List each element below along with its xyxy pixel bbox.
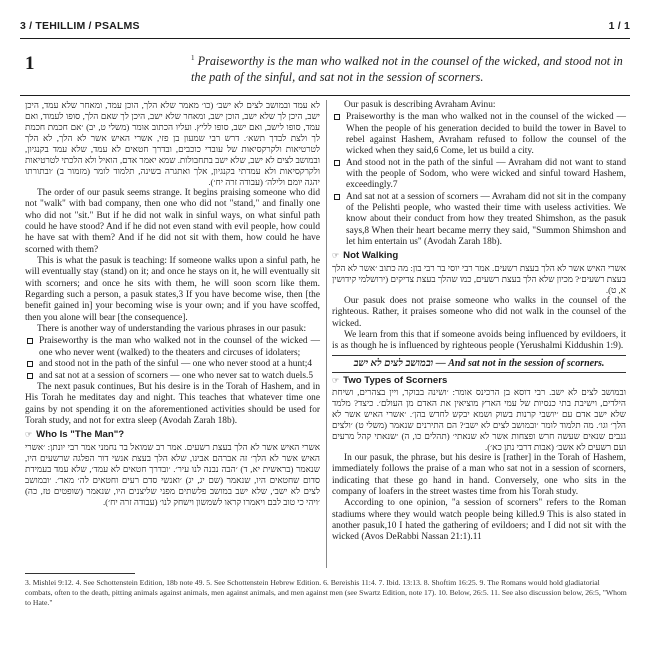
commentary-paragraph: According to one opinion, "a session of scorners" refers to the Roman stadiums where they would watch people being killed.9 This is also stated in another pasuk,10 I hated the gathering of evildoers; and I did not sit with the wicked (Avos DeRabbi Nassan 21:1).11 <box>332 498 626 543</box>
section-heading-text: Not Walking <box>343 250 399 262</box>
section-heading <box>332 250 626 261</box>
interpretation-list <box>332 112 626 248</box>
running-header <box>20 20 630 36</box>
footnotes: 3. Mishlei 9:12. 4. See Schottenstein Edition, 18b note 49. 5. See Schottenstein Hebrew Edition. 6. Bereishis 11:4. 7. Ibid. 13:13. 8. Shoftim 16:25. 9. The Romans would hold gladiatorial combats, often to the death, pitting animals against animals, men against animals, and men against men (see Swartz Edition, note 17). 10. Below, 26:5. 11. See also discussion below, 26:5, "Whom to Hate." <box>25 578 627 607</box>
commentary-paragraph: We learn from this that if someone avoids being influenced by evildoers, it is as though he is influenced by righteous people (Yerushalmi Kiddushin 1:9). <box>332 329 626 352</box>
verse-lemma: ובמושב לצים לא ישב — And sat not in the session of scorners. <box>353 357 605 369</box>
column-divider <box>326 100 327 568</box>
left-column <box>25 100 320 508</box>
commentary-paragraph: Our pasuk does not praise someone who walks in the counsel of the righteous. Rather, it praises someone who did not walk in the counsel of the wicked. <box>332 295 626 329</box>
footnote-rule <box>25 573 135 574</box>
commentary-paragraph: This is what the pasuk is teaching: If someone walks upon a sinful path, he will eventually stay (stand) on it; and once he stays on it, he will eventually sit with scorners; and once he sits with them, he will soon scorn like them. Regarding such a person, a pasuk states,3 If you have become wise, then [the benefit gained in] your becoming wise is your own; and if you have scoffed, then you alone will bear [the consequence]. <box>25 256 320 323</box>
section-heading-text: Two Types of Scorners <box>343 374 448 386</box>
right-column <box>332 100 626 544</box>
lemma-rule <box>332 355 626 356</box>
section-heading <box>332 375 626 386</box>
commentary-paragraph: Our pasuk is describing Avraham Avinu: <box>344 100 496 110</box>
list-item: and stood not in the path of the sinful — one who never stood at a hunt;4 <box>25 359 320 370</box>
list-item: and sat not at a session of scorners — one who never sat to watch duels.5 <box>25 371 320 382</box>
pointing-hand-icon: ☞ <box>332 251 340 261</box>
verse-text: Praiseworthy is the man who walked not in the counsel of the wicked, and stood not in the path of the sinful, and sat not in the session of scorners. <box>191 54 623 85</box>
commentary-paragraph: In our pasuk, the phrase, but his desire is [rather] in the Torah of Hashem, immediately follows the praise of a man who sat not in a session of scorners, indicating that these go hand in hand. Conversely, one who sits in the company of loafers in the street wastes time from his Torah study. <box>332 452 626 497</box>
section-heading <box>25 429 320 440</box>
commentary-paragraph: There is another way of understanding the various phrases in our pasuk: <box>37 324 307 335</box>
running-header-title: 3 / TEHILLIM / PSALMS <box>20 20 140 32</box>
verse-number: 1 <box>191 54 195 62</box>
hebrew-gemara-text: לא עמד ובמושב לצים לא ישב׳ (כו׳ מאמר שלא הלך, הוכן עמד, ומאחר שלא עמד, היכן ישב, היכן לך שלא ישב, הוכן ישב, ומאחר שלא ישב, היכן לך שאם הלך, סופו לעמוד, ואם עמד, סופו לישב, ואם ישב, סופו לליץ. ועליו הכתוב אומר (משלי ט, יב) ׳אם חכמת חכמת לך ולצת לבדך תשא׳. דרש רבי שמעון בן פזי, אשרי האיש אשר לא הלך, לא הלך לטרטיאות ולקרקסיאות של עובדי כוכבים, ובדרך חטאים לא עמד, שלא עמד בקנגיון, ובמושב לצים לא ישב, שלא ישב בתחבולות. שמא יאמר אדם, הואיל ולא הלכתי לטרטיאות ולקרקסיאות ולא עמדתי בקנגיון, אלך ואתגרה בשינה, תלמוד לומר (מזמור ב) ׳ובתורתו יהגה יומם ולילה׳ (עבודה זרה יח׳). <box>25 100 320 187</box>
list-item: And sat not at a session of scorners — Avraham did not sit in the company of the Pelishti people, who wasted their time with useless activities. We know about their conduct from how they treated Shimshon, as the pasuk says,8 When their heart became merry they said, "Summon Shimshon and let him entertain us" (Avodah Zarah 18b). <box>332 192 626 249</box>
list-item: Praiseworthy is the man who walked not in the counsel of the wicked — When the people of his generation decided to build the tower in Bavel to rebel against Hashem, Avraham refused to follow the counsel of the wicked when they said,6 Come, let us build a city. <box>332 112 626 157</box>
section-heading-text: Who Is "The Man"? <box>36 429 125 441</box>
list-item: And stood not in the path of the sinful — Avraham did not want to stand with the people of Sodom, who were wicked and sinful toward Hashem, exceedingly.7 <box>332 158 626 192</box>
hebrew-gemara-text: אשרי האיש אשר לא הלך בעצת רשעים. אמר רב שמואל בר נחמני אמר רבי יונתן: ׳אשרי האיש אשר לא הלך׳ זה אברהם אבינו, שלא הלך בעצת אנשי דור הפלגה שרשעים היו, שנאמר (בראשית יא, ד) ׳הבה נבנה לנו עיר׳. ׳ובדרך חטאים לא עמד׳, שלא עמד בעמידת סדום שחטאים היו, שנאמר (שם יג, יג) ׳ואנשי סדם רעים וחטאים לה׳ מאד׳. ׳ובמושב לצים לא ישב׳, שלא ישב במושב פלשתים מפני שליצנים היו, שנאמר (שופטים טז, כה) ׳ויהי כי טוב לבם ויאמרו קראו לשמשון וישחק לנו׳ (עבודה זרה יח׳). <box>25 441 320 507</box>
commentary-paragraph: The next pasuk continues, But his desire is in the Torah of Hashem, and in His Torah he meditates day and night. This teaches that whatever time one gains by not spending it on the aforementioned activities should be used for Torah study, and not for extra sleep (Avodah Zarah 18b). <box>25 381 320 426</box>
hebrew-gemara-text: ובמושב לצים לא ישב. רבי דוסא בן הרכינס אומר: ׳ושינה בבוקר, ויין בצהרים, ושיחת הילדים, וישיבת בתי כנסיות של עמי הארץ מוציאין את האדם מן העולם׳. כיצד? מלמד שלא ישב אדם עם ׳יושבי קרנות בשוק ושמא יבקש לחדש בהן׳. ׳אשרי האיש אשר לא הלך׳ וגו׳. מה תלמוד לומר ׳ובמושב לצים לא ישב׳? הם התירנים שנאמר (משלי ט) ׳ולצים גנבים שנאים שעשה חרש ופצחות אשר לא שנאתי׳ (תהלים כו, ה) ׳שנאתי קהל מרעים ועם רשעים לא אשב׳ (אבות דרבי נתן כא׳). <box>332 386 626 452</box>
chapter-number: 1 <box>25 53 35 74</box>
commentary-paragraph: The order of our pasuk seems strange. It begins praising someone who did not "walk" with bad company, then one who did not "stand," and finally one who did not "sit." But if he did not walk in sinful ways, on what sinful path could he have stood? And if he did not even stand with evil people, how could he have sat with them? And if he did not sit with them, how could he have scorned with them? <box>25 188 320 255</box>
pointing-hand-icon: ☞ <box>25 430 33 440</box>
pointing-hand-icon: ☞ <box>332 375 340 385</box>
list-item: Praiseworthy is the man who walked not in the counsel of the wicked — one who never went (walked) to the theaters and circuses of idolaters; <box>25 336 320 359</box>
header-rule <box>20 38 630 39</box>
hebrew-gemara-text: אשרי האיש אשר לא הלך בעצת רשעים. אמר רבי יוסי בר רבי בון: מה כתוב ׳אשר לא הלך בעצת רשעים׳? מכיון שלא הלך בעצת רשעים, כמו שהלך בעצת צדיקים (ירושלמי קידושין א, ט). <box>332 262 626 295</box>
running-header-page: 1 / 1 <box>608 20 630 32</box>
interpretation-list <box>25 336 320 381</box>
verse-translation <box>191 50 630 85</box>
verse-rule <box>20 95 630 96</box>
lemma-rule <box>332 372 626 373</box>
